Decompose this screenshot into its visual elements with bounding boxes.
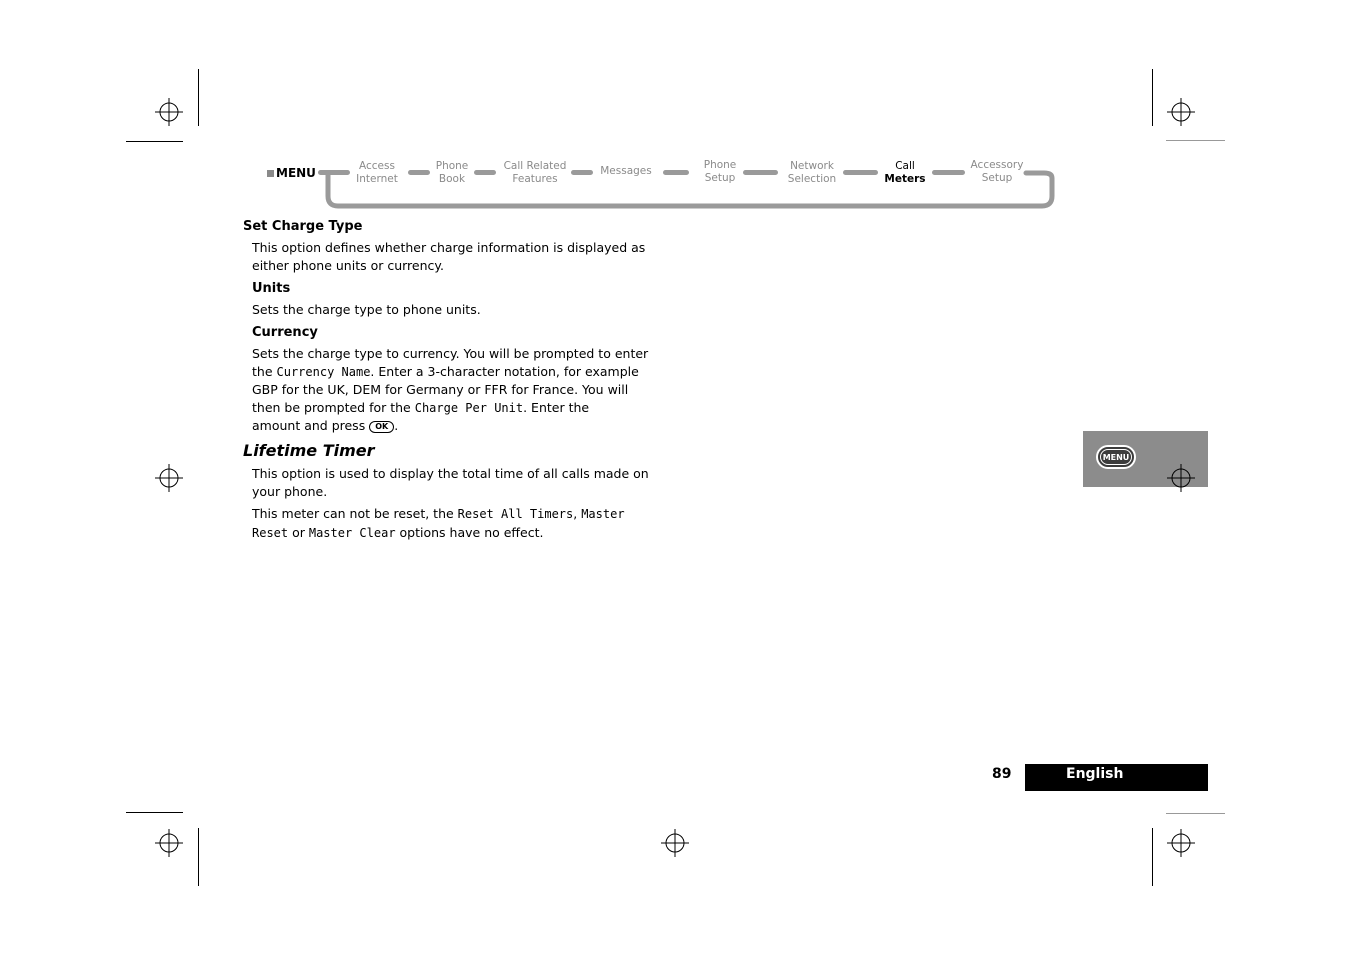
heading-set-charge-type: Set Charge Type [243, 219, 363, 234]
nav-connector [932, 170, 965, 175]
nav-connector [408, 170, 430, 175]
display-text-currency-name: Currency Name [276, 364, 371, 379]
heading-lifetime-timer: Lifetime Timer [243, 441, 375, 460]
registration-mark-icon [155, 464, 183, 492]
text-span: the [252, 363, 277, 379]
text-span: . [394, 418, 399, 434]
nav-item-line2: Meters [884, 173, 926, 185]
text-span: options have no effect. [395, 524, 544, 540]
text-span: , [573, 506, 582, 521]
registration-mark-icon [155, 829, 183, 857]
nav-item-call-related-features[interactable] [497, 160, 573, 186]
crop-mark [1152, 69, 1153, 126]
paragraph-currency [252, 345, 662, 435]
nav-connector [474, 170, 496, 175]
nav-item-line1: Call Related [503, 160, 567, 172]
registration-mark-icon [1167, 829, 1195, 857]
nav-item-call-meters[interactable] [878, 160, 932, 186]
heading-currency: Currency [252, 325, 318, 340]
language-label: English [1066, 766, 1124, 782]
nav-item-accessory-setup[interactable] [964, 159, 1030, 185]
nav-item-access-internet[interactable] [349, 160, 405, 186]
nav-item-line2: Setup [704, 172, 736, 184]
paragraph-lifetime-timer-1 [252, 465, 662, 500]
nav-item-phone-setup[interactable] [690, 159, 750, 185]
text-line [252, 363, 662, 382]
nav-item-line1: Accessory [970, 159, 1024, 171]
text-line [252, 399, 662, 418]
text-line: This option defines whether charge information is displayed as [252, 240, 646, 255]
ok-key-icon: OK [369, 421, 394, 433]
display-text-charge-per-unit: Charge Per Unit [414, 400, 524, 415]
text-span: . Enter the [523, 399, 590, 415]
text-span: or [288, 524, 309, 540]
crop-mark [198, 69, 199, 126]
crop-mark [1152, 828, 1153, 886]
menu-key-icon [1096, 445, 1136, 469]
heading-units: Units [252, 281, 291, 296]
menu-key-label: MENU [1100, 449, 1132, 465]
nav-item-messages[interactable] [593, 165, 659, 178]
nav-item-network-selection[interactable] [778, 160, 846, 186]
display-text-master-reset: Master [581, 507, 625, 521]
menu-square-icon [267, 170, 274, 177]
display-text-master-clear: Master Clear [308, 525, 396, 540]
paragraph-lifetime-timer-2 [252, 505, 662, 542]
paragraph-units: Sets the charge type to phone units. [252, 302, 481, 317]
text-line: Sets the charge type to currency. You will be prompted to enter [252, 346, 649, 361]
text-line: This option is used to display the total time of all calls made on [252, 466, 649, 481]
nav-connector [843, 170, 878, 175]
nav-connector [318, 170, 350, 175]
text-line: your phone. [252, 483, 328, 499]
registration-mark-icon [155, 98, 183, 126]
text-line: either phone units or currency. [252, 257, 444, 273]
page-number: 89 [992, 766, 1012, 782]
nav-item-line2: Setup [981, 172, 1013, 184]
nav-connector [571, 170, 593, 175]
nav-item-line2: Features [512, 173, 558, 185]
crop-mark [126, 812, 183, 813]
crop-mark [198, 828, 199, 886]
registration-mark-icon [661, 829, 689, 857]
crop-mark [126, 141, 183, 142]
text-line [252, 417, 662, 435]
text-line [252, 505, 662, 524]
language-bar [1025, 764, 1208, 791]
nav-item-line1: Phone [435, 160, 469, 172]
text-span: . Enter a 3-character notation, for example [370, 363, 639, 379]
text-line [252, 524, 662, 543]
crop-mark [1166, 813, 1225, 814]
nav-item-line2: Selection [787, 173, 837, 185]
nav-item-line1: Phone [703, 159, 737, 171]
menu-label: MENU [276, 166, 316, 180]
text-span: amount and press [252, 418, 370, 434]
nav-connector [663, 170, 689, 175]
nav-item-line1: Access [359, 160, 395, 172]
display-text-master-reset: Reset [252, 525, 289, 540]
text-line: GBP for the UK, DEM for Germany or FFR for France. You will [252, 382, 629, 398]
nav-item-line1: Call [895, 160, 915, 172]
text-span: This meter can not be reset, the [252, 506, 458, 521]
display-text-reset-all-timers: Reset All Timers [457, 507, 574, 521]
text-span: then be prompted for the [252, 399, 415, 415]
crop-mark [1166, 140, 1225, 141]
nav-item-phone-book[interactable] [430, 160, 474, 186]
nav-item-line1: Messages [600, 165, 652, 177]
nav-item-line2: Book [438, 173, 466, 185]
nav-item-line2: Internet [356, 173, 398, 185]
paragraph-set-charge-type [252, 239, 662, 274]
nav-item-line1: Network [790, 160, 834, 172]
registration-mark-icon [1167, 98, 1195, 126]
registration-mark-icon [1167, 464, 1195, 492]
